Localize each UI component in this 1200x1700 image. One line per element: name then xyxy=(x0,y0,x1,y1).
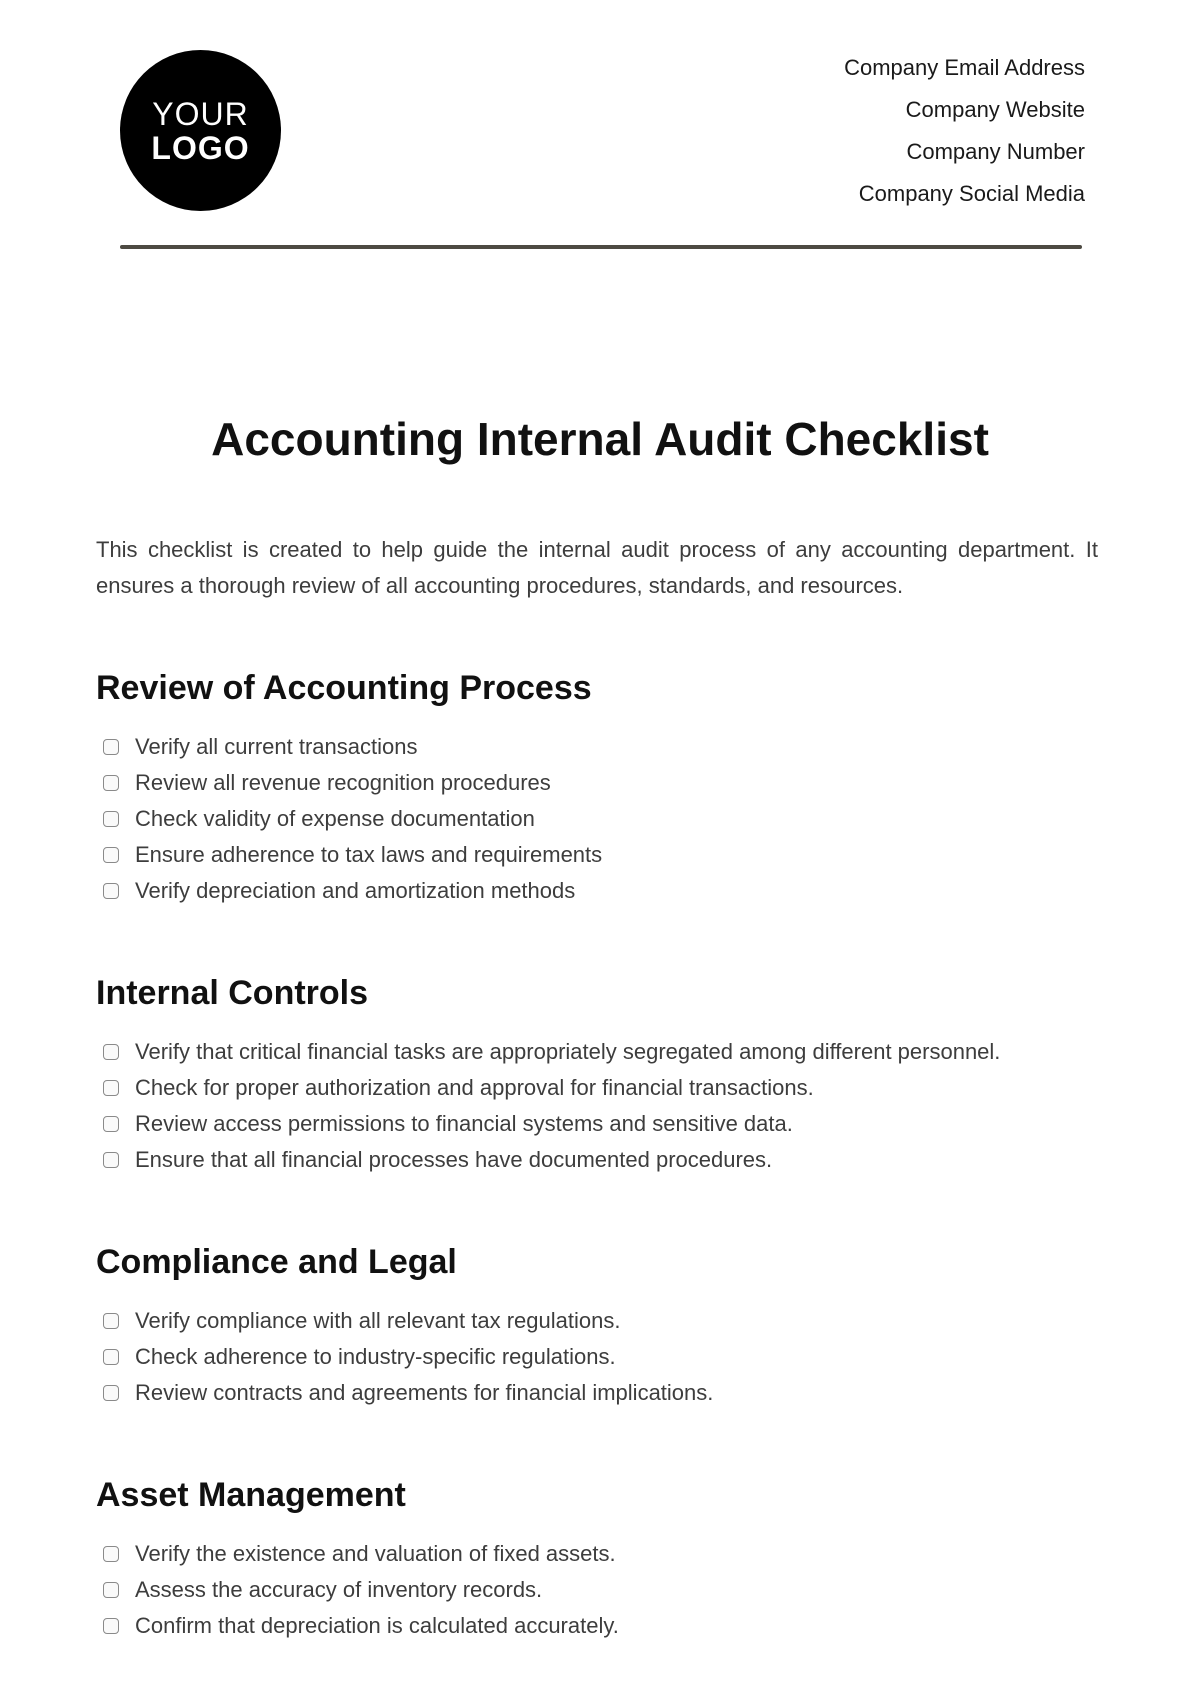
checklist-item xyxy=(96,801,1098,837)
checklist-item-label: Confirm that depreciation is calculated accurately. xyxy=(135,1613,619,1638)
checklist-item xyxy=(96,1339,1098,1375)
checklist-item-label: Ensure adherence to tax laws and requirements xyxy=(135,842,603,867)
checklist-item-label: Assess the accuracy of inventory records. xyxy=(135,1577,543,1602)
company-contact-block xyxy=(844,53,1085,221)
checklist-item-label: Review contracts and agreements for financial implications. xyxy=(135,1380,714,1405)
section-title: Review of Accounting Process xyxy=(96,669,592,707)
logo-line-2: LOGO xyxy=(151,129,250,166)
section-title: Internal Controls xyxy=(96,974,369,1012)
company-email: Company Email Address xyxy=(844,55,1085,80)
checklist-item-label: Check for proper authorization and approval for financial transactions. xyxy=(135,1075,814,1100)
checklist-item-label: Verify the existence and valuation of fixed assets. xyxy=(135,1541,616,1566)
company-logo xyxy=(120,50,281,211)
checklist-item-label: Review access permissions to financial systems and sensitive data. xyxy=(135,1111,793,1136)
checklist-item xyxy=(96,1375,1098,1411)
checkbox[interactable] xyxy=(103,1080,119,1096)
checkbox[interactable] xyxy=(103,1044,119,1060)
company-website: Company Website xyxy=(905,97,1085,122)
checkbox[interactable] xyxy=(103,811,119,827)
checkbox[interactable] xyxy=(103,1116,119,1132)
checkbox[interactable] xyxy=(103,1152,119,1168)
checklist-item xyxy=(96,1070,1098,1106)
checklist-item-label: Verify depreciation and amortization methods xyxy=(135,878,576,903)
section-title: Compliance and Legal xyxy=(96,1243,457,1281)
checklist-item xyxy=(96,765,1098,801)
checklist xyxy=(96,1536,1098,1644)
checklist-item xyxy=(96,1536,1098,1572)
checklist-item-label: Verify all current transactions xyxy=(135,734,418,759)
checklist xyxy=(96,1034,1098,1178)
checkbox[interactable] xyxy=(103,739,119,755)
section-title: Asset Management xyxy=(96,1476,406,1514)
checklist-item-label: Verify that critical financial tasks are appropriately segregated among different personnel. xyxy=(135,1039,1001,1064)
checklist-item-label: Verify compliance with all relevant tax regulations. xyxy=(135,1308,621,1333)
company-social-media: Company Social Media xyxy=(858,181,1085,206)
checklist-item xyxy=(96,1572,1098,1608)
checklist xyxy=(96,729,1098,909)
checkbox[interactable] xyxy=(103,1385,119,1401)
checklist xyxy=(96,1303,1098,1411)
checklist-item-label: Review all revenue recognition procedures xyxy=(135,770,551,795)
checklist-item-label: Check validity of expense documentation xyxy=(135,806,535,831)
checklist-item-label: Ensure that all financial processes have documented procedures. xyxy=(135,1147,773,1172)
checkbox[interactable] xyxy=(103,1582,119,1598)
checkbox[interactable] xyxy=(103,847,119,863)
document-title: Accounting Internal Audit Checklist xyxy=(211,413,989,465)
checklist-item-label: Check adherence to industry-specific regulations. xyxy=(135,1344,616,1369)
checklist-item xyxy=(96,1608,1098,1644)
section-review-of-accounting-process xyxy=(96,668,1098,909)
document-header xyxy=(0,0,1200,260)
checklist-item xyxy=(96,1106,1098,1142)
checklist-item xyxy=(96,1142,1098,1178)
logo-line-1: YOUR xyxy=(152,95,249,132)
header-divider xyxy=(120,245,1082,249)
checkbox[interactable] xyxy=(103,1618,119,1634)
checklist-item xyxy=(96,1034,1098,1070)
company-number: Company Number xyxy=(906,139,1085,164)
intro-paragraph: This checklist is created to help guide the internal audit process of any accounting department. It ensures a thorough review of all accounting procedures, standards, and resources. xyxy=(96,537,1098,598)
checkbox[interactable] xyxy=(103,1313,119,1329)
checkbox[interactable] xyxy=(103,1546,119,1562)
section-compliance-and-legal xyxy=(96,1242,1098,1411)
checklist-item xyxy=(96,1303,1098,1339)
section-internal-controls xyxy=(96,973,1098,1178)
checklist-item xyxy=(96,729,1098,765)
checkbox[interactable] xyxy=(103,883,119,899)
document-body xyxy=(96,532,1098,1644)
checkbox[interactable] xyxy=(103,775,119,791)
checklist-item xyxy=(96,837,1098,873)
checklist-item xyxy=(96,873,1098,909)
checkbox[interactable] xyxy=(103,1349,119,1365)
section-asset-management xyxy=(96,1475,1098,1644)
